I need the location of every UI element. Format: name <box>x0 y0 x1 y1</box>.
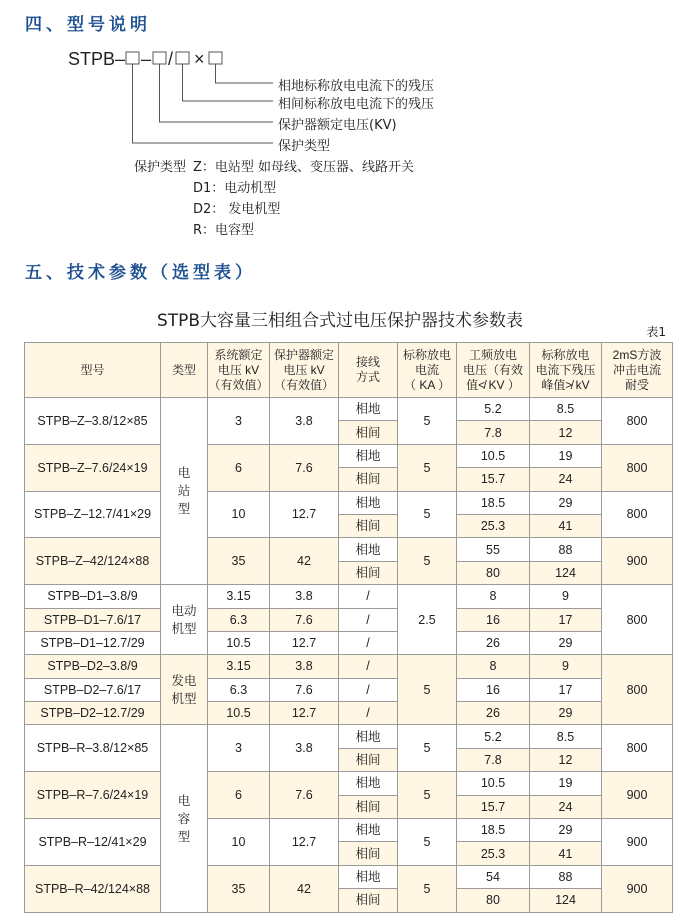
residual-voltage-cell: 41 <box>530 514 602 537</box>
wiring-cell: 相间 <box>339 561 398 584</box>
header-power-freq-voltage-cell: 工频放电 电压（有效 值≮ KV ） <box>457 343 530 398</box>
type-z: Z：电站型 如母线、变压器、线路开关 <box>193 160 415 175</box>
protector-voltage-cell: 7.6 <box>270 678 339 701</box>
power-freq-voltage-cell: 18.5 <box>457 491 530 514</box>
table-row <box>25 819 673 842</box>
table-row <box>25 655 673 678</box>
power-freq-voltage-cell: 80 <box>457 561 530 584</box>
discharge-current-cell: 5 <box>398 865 457 912</box>
residual-voltage-cell: 124 <box>530 561 602 584</box>
power-freq-voltage-cell: 5.2 <box>457 725 530 748</box>
residual-voltage-cell: 24 <box>530 468 602 491</box>
header-protector-voltage-cell: 保护器额定 电压 kV （有效值） <box>270 343 339 398</box>
code-sep1: – <box>141 49 152 69</box>
code-label-1: 相地标称放电电流下的残压 <box>278 79 435 94</box>
model-cell: STPB–D2–7.6/17 <box>25 678 161 701</box>
model-cell: STPB–R–42/124×88 <box>25 865 161 912</box>
wiring-cell: 相间 <box>339 421 398 444</box>
power-freq-voltage-cell: 55 <box>457 538 530 561</box>
code-label-2: 相间标称放电电流下的残压 <box>278 97 435 112</box>
power-freq-voltage-cell: 18.5 <box>457 819 530 842</box>
withstand-cell: 900 <box>602 819 673 866</box>
power-freq-voltage-cell: 25.3 <box>457 514 530 537</box>
header-wiring-cell: 接线 方式 <box>339 343 398 398</box>
model-cell: STPB–Z–7.6/24×19 <box>25 444 161 491</box>
table-title: STPB大容量三相组合式过电压保护器技术参数表 <box>156 311 524 331</box>
system-voltage-cell: 10 <box>208 819 270 866</box>
wiring-cell: 相地 <box>339 491 398 514</box>
power-freq-voltage-cell: 8 <box>457 585 530 608</box>
table-row <box>25 491 673 514</box>
wiring-cell: 相间 <box>339 842 398 865</box>
wiring-cell: 相地 <box>339 865 398 888</box>
table-row <box>25 678 673 701</box>
system-voltage-cell: 10.5 <box>208 631 270 654</box>
table-row <box>25 702 673 725</box>
code-sep3: × <box>194 49 205 69</box>
withstand-cell: 800 <box>602 398 673 445</box>
code-sep2: / <box>168 49 174 69</box>
spec-table <box>24 342 673 913</box>
model-cell: STPB–R–3.8/12×85 <box>25 725 161 772</box>
withstand-cell: 800 <box>602 491 673 538</box>
table-row <box>25 538 673 561</box>
protector-voltage-cell: 7.6 <box>270 444 339 491</box>
system-voltage-cell: 10.5 <box>208 702 270 725</box>
power-freq-voltage-cell: 7.8 <box>457 748 530 771</box>
withstand-cell: 800 <box>602 655 673 725</box>
code-prefix: STPB– <box>68 49 126 69</box>
model-cell: STPB–Z–42/124×88 <box>25 538 161 585</box>
power-freq-voltage-cell: 10.5 <box>457 444 530 467</box>
model-cell: STPB–D1–7.6/17 <box>25 608 161 631</box>
model-cell: STPB–Z–12.7/41×29 <box>25 491 161 538</box>
discharge-current-cell: 5 <box>398 772 457 819</box>
discharge-current-cell: 5 <box>398 398 457 445</box>
wiring-cell: 相地 <box>339 538 398 561</box>
residual-voltage-cell: 9 <box>530 585 602 608</box>
table-row <box>25 608 673 631</box>
power-freq-voltage-cell: 5.2 <box>457 398 530 421</box>
wiring-cell: 相地 <box>339 398 398 421</box>
code-bracket-lines <box>0 0 300 160</box>
residual-voltage-cell: 19 <box>530 772 602 795</box>
protector-voltage-cell: 12.7 <box>270 631 339 654</box>
wiring-cell: 相地 <box>339 725 398 748</box>
residual-voltage-cell: 17 <box>530 608 602 631</box>
system-voltage-cell: 3.15 <box>208 655 270 678</box>
power-freq-voltage-cell: 15.7 <box>457 468 530 491</box>
type-cell: 电 站 型 <box>161 398 208 585</box>
system-voltage-cell: 3 <box>208 725 270 772</box>
residual-voltage-cell: 41 <box>530 842 602 865</box>
system-voltage-cell: 6 <box>208 772 270 819</box>
table-row <box>25 865 673 888</box>
wiring-cell: / <box>339 608 398 631</box>
power-freq-voltage-cell: 26 <box>457 702 530 725</box>
discharge-current-cell: 5 <box>398 819 457 866</box>
code-label-3: 保护器额定电压(KV) <box>278 118 397 133</box>
model-cell: STPB–D2–12.7/29 <box>25 702 161 725</box>
residual-voltage-cell: 88 <box>530 538 602 561</box>
table-header-row <box>25 343 673 398</box>
wiring-cell: 相间 <box>339 795 398 818</box>
protector-voltage-cell: 42 <box>270 865 339 912</box>
withstand-cell: 800 <box>602 585 673 655</box>
table-row <box>25 585 673 608</box>
withstand-cell: 800 <box>602 444 673 491</box>
system-voltage-cell: 35 <box>208 538 270 585</box>
residual-voltage-cell: 9 <box>530 655 602 678</box>
table-row <box>25 444 673 467</box>
protector-voltage-cell: 12.7 <box>270 819 339 866</box>
residual-voltage-cell: 8.5 <box>530 725 602 748</box>
type-d1: D1：电动机型 <box>193 181 277 196</box>
residual-voltage-cell: 29 <box>530 491 602 514</box>
wiring-cell: 相间 <box>339 889 398 912</box>
power-freq-voltage-cell: 16 <box>457 678 530 701</box>
system-voltage-cell: 6 <box>208 444 270 491</box>
protector-voltage-cell: 7.6 <box>270 608 339 631</box>
table-note: 表1 <box>646 325 666 339</box>
table-row <box>25 772 673 795</box>
residual-voltage-cell: 29 <box>530 702 602 725</box>
type-cell: 电 容 型 <box>161 725 208 912</box>
system-voltage-cell: 35 <box>208 865 270 912</box>
power-freq-voltage-cell: 80 <box>457 889 530 912</box>
withstand-cell: 800 <box>602 725 673 772</box>
wiring-cell: 相间 <box>339 514 398 537</box>
code-label-4: 保护类型 <box>278 139 331 154</box>
wiring-cell: / <box>339 585 398 608</box>
discharge-current-cell: 5 <box>398 655 457 725</box>
table-row <box>25 398 673 421</box>
type-cell: 发电 机型 <box>161 655 208 725</box>
residual-voltage-cell: 29 <box>530 819 602 842</box>
model-cell: STPB–R–7.6/24×19 <box>25 772 161 819</box>
withstand-cell: 900 <box>602 772 673 819</box>
power-freq-voltage-cell: 16 <box>457 608 530 631</box>
wiring-cell: 相间 <box>339 468 398 491</box>
section-4-heading: 四、型号说明 <box>25 15 151 35</box>
model-cell: STPB–R–12/41×29 <box>25 819 161 866</box>
model-cell: STPB–Z–3.8/12×85 <box>25 398 161 445</box>
types-title: 保护类型 <box>134 160 187 175</box>
power-freq-voltage-cell: 15.7 <box>457 795 530 818</box>
discharge-current-cell: 5 <box>398 491 457 538</box>
model-cell: STPB–D1–12.7/29 <box>25 631 161 654</box>
table-row <box>25 725 673 748</box>
discharge-current-cell: 2.5 <box>398 585 457 655</box>
discharge-current-cell: 5 <box>398 725 457 772</box>
model-cell: STPB–D1–3.8/9 <box>25 585 161 608</box>
residual-voltage-cell: 12 <box>530 748 602 771</box>
system-voltage-cell: 10 <box>208 491 270 538</box>
power-freq-voltage-cell: 8 <box>457 655 530 678</box>
residual-voltage-cell: 17 <box>530 678 602 701</box>
residual-voltage-cell: 8.5 <box>530 398 602 421</box>
power-freq-voltage-cell: 7.8 <box>457 421 530 444</box>
residual-voltage-cell: 12 <box>530 421 602 444</box>
wiring-cell: 相间 <box>339 748 398 771</box>
header-discharge-current-cell: 标称放电 电流 （ KA ） <box>398 343 457 398</box>
protector-voltage-cell: 3.8 <box>270 655 339 678</box>
wiring-cell: / <box>339 702 398 725</box>
power-freq-voltage-cell: 10.5 <box>457 772 530 795</box>
residual-voltage-cell: 124 <box>530 889 602 912</box>
protector-voltage-cell: 3.8 <box>270 725 339 772</box>
residual-voltage-cell: 24 <box>530 795 602 818</box>
system-voltage-cell: 3 <box>208 398 270 445</box>
header-type-cell: 类型 <box>161 343 208 398</box>
withstand-cell: 900 <box>602 865 673 912</box>
withstand-cell: 900 <box>602 538 673 585</box>
residual-voltage-cell: 19 <box>530 444 602 467</box>
header-system-voltage-cell: 系统额定 电压 kV （有效值） <box>208 343 270 398</box>
header-withstand-cell: 2mS方波 冲击电流 耐受 <box>602 343 673 398</box>
residual-voltage-cell: 88 <box>530 865 602 888</box>
discharge-current-cell: 5 <box>398 444 457 491</box>
power-freq-voltage-cell: 26 <box>457 631 530 654</box>
system-voltage-cell: 3.15 <box>208 585 270 608</box>
section-5-heading: 五、技术参数（选型表） <box>25 263 256 283</box>
protector-voltage-cell: 3.8 <box>270 585 339 608</box>
wiring-cell: 相地 <box>339 772 398 795</box>
table-row <box>25 631 673 654</box>
type-d2: D2： 发电机型 <box>193 202 281 217</box>
header-model-cell: 型号 <box>25 343 161 398</box>
residual-voltage-cell: 29 <box>530 631 602 654</box>
protector-voltage-cell: 3.8 <box>270 398 339 445</box>
power-freq-voltage-cell: 54 <box>457 865 530 888</box>
protector-voltage-cell: 7.6 <box>270 772 339 819</box>
wiring-cell: 相地 <box>339 819 398 842</box>
model-cell: STPB–D2–3.8/9 <box>25 655 161 678</box>
wiring-cell: / <box>339 655 398 678</box>
protector-voltage-cell: 12.7 <box>270 702 339 725</box>
system-voltage-cell: 6.3 <box>208 608 270 631</box>
power-freq-voltage-cell: 25.3 <box>457 842 530 865</box>
protector-voltage-cell: 42 <box>270 538 339 585</box>
type-cell: 电动 机型 <box>161 585 208 655</box>
header-residual-voltage-cell: 标称放电 电流下残压 峰值≯ kV <box>530 343 602 398</box>
wiring-cell: / <box>339 631 398 654</box>
wiring-cell: 相地 <box>339 444 398 467</box>
protector-voltage-cell: 12.7 <box>270 491 339 538</box>
type-r: R：电容型 <box>193 223 255 238</box>
discharge-current-cell: 5 <box>398 538 457 585</box>
wiring-cell: / <box>339 678 398 701</box>
system-voltage-cell: 6.3 <box>208 678 270 701</box>
